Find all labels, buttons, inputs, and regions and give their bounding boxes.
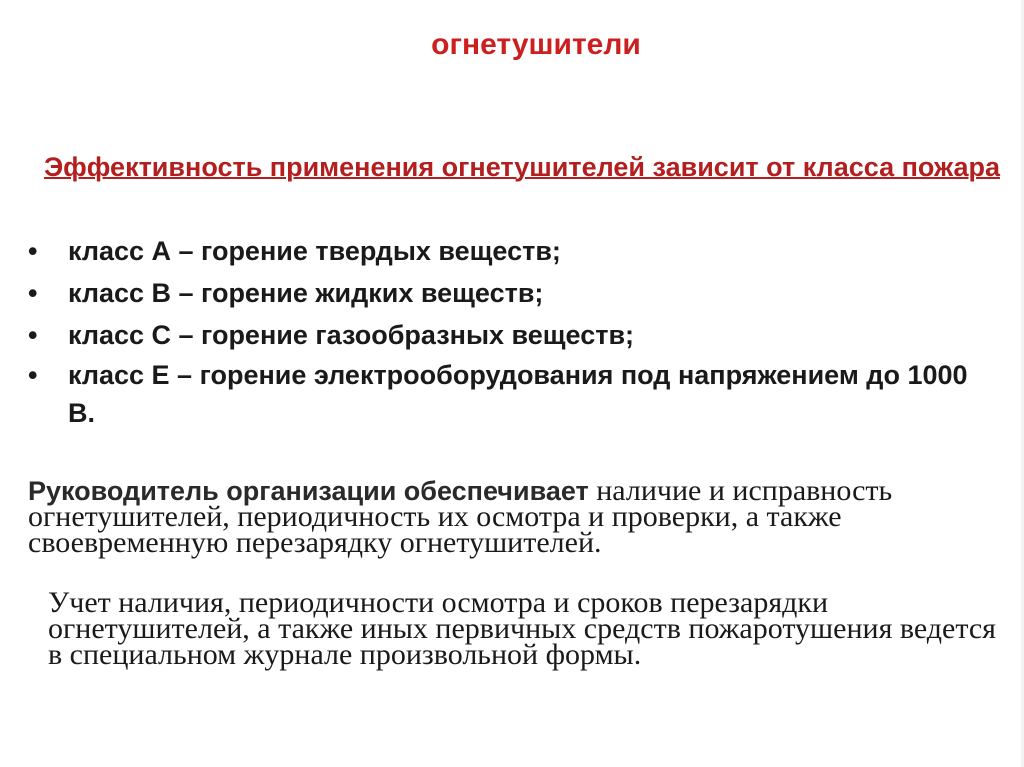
list-item [28, 314, 988, 356]
slide-title: огнетушители [431, 28, 641, 61]
paragraph-lead: Руководитель организации обеспечивает [28, 476, 589, 506]
list-item-text: класс Е – горение электрооборудования под напряжением до 1000 В. [68, 360, 968, 428]
bullet-icon: • [28, 320, 38, 350]
list-item-text: класс А – горение твердых веществ; [68, 236, 561, 266]
list-item [28, 230, 988, 272]
bullet-icon: • [28, 360, 38, 390]
fire-class-list [28, 230, 988, 432]
paragraph-text: наличие и исправность огнетушителей, периодичность их осмотра и проверки, а также своевременную перезарядку огнетушителей. [28, 474, 893, 559]
manager-responsibility-paragraph [28, 474, 998, 559]
record-keeping-paragraph: Учет наличия, периодичности осмотра и сроков перезарядки огнетушителей, а также иных первичных средств пожаротушения ведется в специальном журнале произвольной формы. [48, 586, 996, 671]
list-item [28, 356, 988, 432]
bullet-icon: • [28, 236, 38, 266]
slide-subtitle: Эффективность применения огнетушителей зависит от класса пожара [43, 152, 1001, 182]
list-item-text: класс В – горение жидких веществ; [68, 278, 544, 308]
list-item-text: класс С – горение газообразных веществ; [68, 320, 635, 350]
list-item [28, 272, 988, 314]
bullet-icon: • [28, 278, 38, 308]
